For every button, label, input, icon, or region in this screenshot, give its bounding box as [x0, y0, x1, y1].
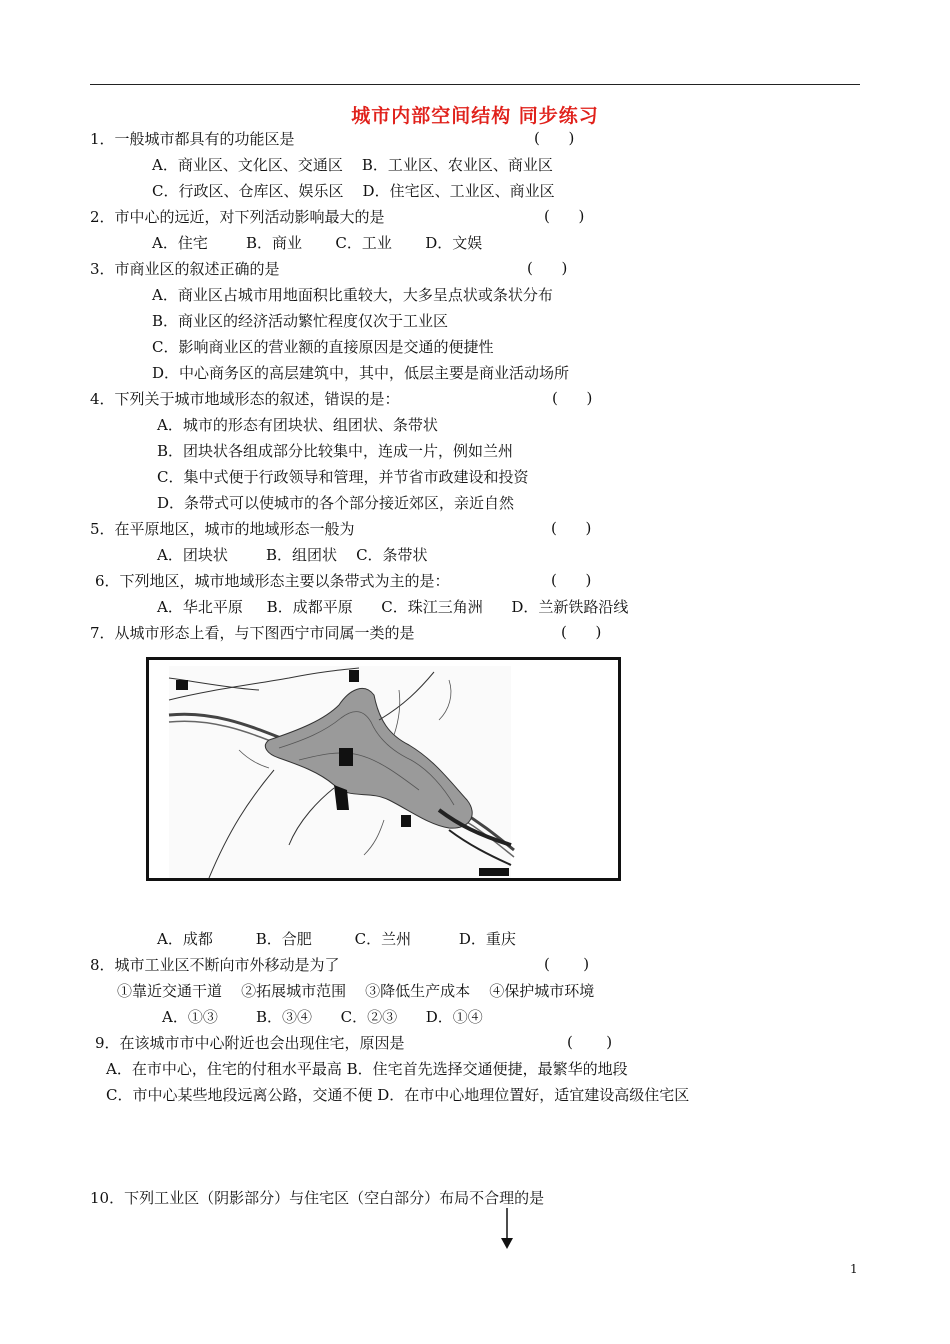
question-8-stem: 8．城市工业区不断向市外移动是为了	[90, 956, 340, 974]
page-title: 城市内部空间结构 同步练习	[351, 105, 599, 127]
question-9-option-line: A．在市中心，住宅的付租水平最高 B．住宅首先选择交通便捷，最繁华的地段	[106, 1060, 628, 1078]
question-1-answer-blank: ( )	[534, 129, 575, 147]
question-5-answer-blank: ( )	[551, 519, 592, 537]
question-3-stem: 3．市商业区的叙述正确的是	[90, 260, 280, 278]
question-3-option-line: B．商业区的经济活动繁忙程度仅次于工业区	[152, 312, 449, 330]
xining-city-map	[146, 657, 621, 881]
question-9-option-line: C．市中心某些地段远离公路，交通不便 D．在市中心地理位置好，适宜建设高级住宅区	[106, 1086, 690, 1104]
question-3-option-line: A．商业区占城市用地面积比重较大，大多呈点状或条状分布	[152, 286, 553, 304]
question-2-answer-blank: ( )	[544, 207, 585, 225]
question-4-answer-blank: ( )	[552, 389, 593, 407]
header-rule	[90, 84, 860, 85]
question-4-stem: 4．下列关于城市地域形态的叙述，错误的是：	[90, 390, 400, 408]
question-3-answer-blank: ( )	[527, 259, 568, 277]
question-7-stem: 7．从城市形态上看，与下图西宁市同属一类的是	[90, 624, 415, 642]
question-9-answer-blank: ( )	[567, 1033, 613, 1051]
page-number: 1	[850, 1262, 858, 1276]
question-5-stem: 5．在平原地区，城市的地域形态一般为	[90, 520, 355, 538]
question-2-stem: 2．市中心的远近，对下列活动影响最大的是	[90, 208, 385, 226]
question-2-option-line: A．住宅 B．商业 C．工业 D．文娱	[152, 234, 483, 252]
question-3-option-line: D．中心商务区的高层建筑中，其中，低层主要是商业活动场所	[152, 364, 570, 382]
question-6-stem: 6．下列地区，城市地域形态主要以条带式为主的是：	[95, 572, 450, 590]
question-7-option-line: A．成都 B．合肥 C．兰州 D．重庆	[157, 930, 516, 948]
question-4-option-line: A．城市的形态有团块状、组团状、条带状	[157, 416, 438, 434]
down-arrow-icon	[499, 1208, 515, 1250]
question-3-option-line: C．影响商业区的营业额的直接原因是交通的便捷性	[152, 338, 494, 356]
question-8-answer-blank: ( )	[544, 955, 590, 973]
question-1-option-line: A．商业区、文化区、交通区 B．工业区、农业区、商业区	[152, 156, 553, 174]
question-5-option-line: A．团块状 B．组团状 C．条带状	[157, 546, 428, 564]
question-7-answer-blank: ( )	[561, 623, 602, 641]
question-10-stem: 10．下列工业区（阴影部分）与住宅区（空白部分）布局不合理的是	[90, 1189, 545, 1207]
question-4-option-line: B．团块状各组成部分比较集中，连成一片，例如兰州	[157, 442, 514, 460]
question-4-option-line: C．集中式便于行政领导和管理，并节省市政建设和投资	[157, 468, 529, 486]
question-6-answer-blank: ( )	[551, 571, 592, 589]
question-6-option-line: A．华北平原 B．成都平原 C．珠江三角洲 D．兰新铁路沿线	[157, 598, 629, 616]
question-8-statement-line: ①靠近交通干道 ②拓展城市范围 ③降低生产成本 ④保护城市环境	[117, 982, 595, 1000]
question-1-stem: 1．一般城市都具有的功能区是	[90, 130, 295, 148]
question-8-option-line: A．①③ B．③④ C．②③ D．①④	[162, 1008, 483, 1026]
question-4-option-line: D．条带式可以使城市的各个部分接近郊区，亲近自然	[157, 494, 515, 512]
xining-map-drawing	[149, 660, 618, 878]
question-9-stem: 9．在该城市市中心附近也会出现住宅，原因是	[95, 1034, 405, 1052]
question-1-option-line: C．行政区、仓库区、娱乐区 D．住宅区、工业区、商业区	[152, 182, 555, 200]
